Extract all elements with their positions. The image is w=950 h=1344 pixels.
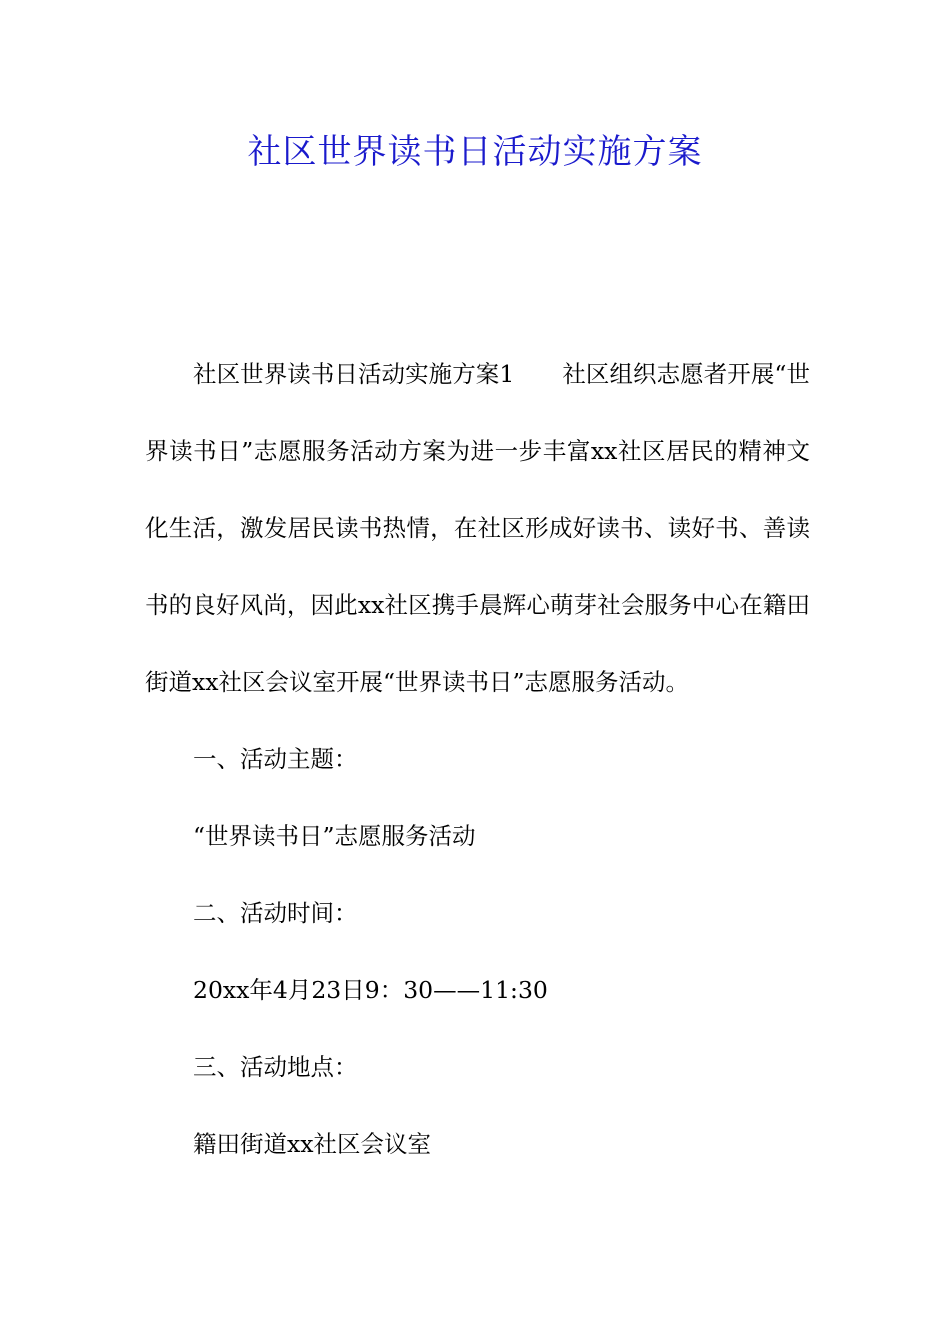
intro-paragraph — [145, 336, 810, 721]
document-body — [145, 336, 810, 1183]
section3-heading: 三、活动地点： — [193, 1053, 358, 1081]
intro-heading: 社区世界读书日活动实施方案1 — [193, 360, 515, 388]
section1-heading: 一、活动主题： — [193, 745, 358, 773]
section2-heading: 二、活动时间： — [193, 899, 358, 927]
document-title: 社区世界读书日活动实施方案 — [247, 132, 703, 172]
intro-text: 社区组织志愿者开展“世界读书日”志愿服务活动方案为进一步丰富xx社区居民的精神文化生活，激发居民读书热情，在社区形成好读书、读好书、善读书的良好风尚，因此xx社区携手晨辉心萌芽社会服务中心在籍田街道xx社区会议室开展“世界读书日”志愿服务活动。 — [145, 360, 810, 696]
section3-text: 籍田街道xx社区会议室 — [193, 1130, 432, 1158]
section1-text: “世界读书日”志愿服务活动 — [193, 822, 476, 850]
section2-text: 20xx年4月23日9：30——11:30 — [193, 976, 548, 1004]
